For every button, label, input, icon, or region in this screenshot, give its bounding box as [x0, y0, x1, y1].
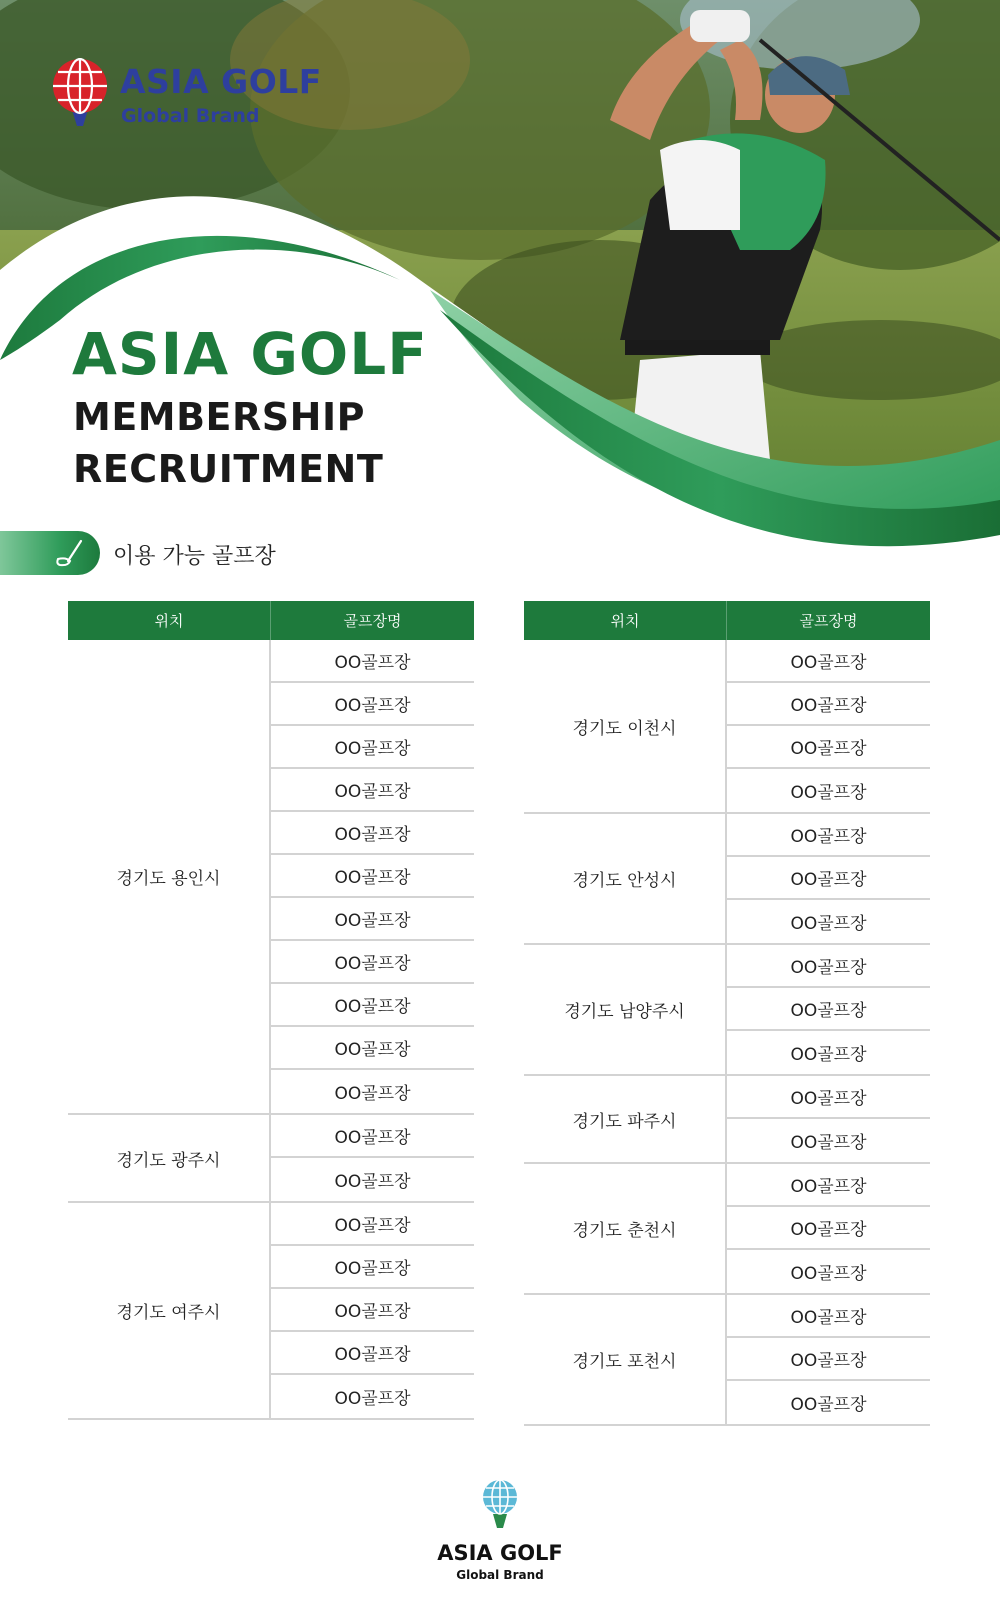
course-cell: OO골프장: [727, 683, 930, 726]
footer-brand-name: ASIA GOLF: [437, 1541, 563, 1565]
hero-subtitle-line1: MEMBERSHIP: [73, 395, 365, 439]
course-cell: OO골프장: [334, 1389, 411, 1409]
course-cell: OO골프장: [727, 1164, 930, 1207]
header-location: 위치: [524, 601, 727, 640]
location-group: [524, 640, 930, 814]
course-list: [271, 1115, 474, 1201]
course-cell: OO골프장: [727, 857, 930, 900]
table-header: [524, 601, 930, 640]
course-cell: OO골프장: [727, 945, 930, 988]
location-group: [68, 1115, 474, 1203]
course-cell: OO골프장: [271, 769, 474, 812]
course-cell: OO골프장: [334, 1172, 411, 1192]
location-group: [524, 814, 930, 945]
course-cell: OO골프장: [727, 1076, 930, 1119]
location-group: [524, 945, 930, 1076]
location-cell: 경기도 여주시: [68, 1203, 271, 1418]
globe-tee-icon: [481, 1478, 519, 1534]
course-cell: OO골프장: [271, 812, 474, 855]
course-cell: OO골프장: [790, 1133, 867, 1153]
location-group: [68, 1203, 474, 1420]
course-cell: OO골프장: [727, 1338, 930, 1381]
location-group: [524, 1164, 930, 1295]
brand-subtitle: Global Brand: [121, 105, 260, 127]
header-location: 위치: [68, 601, 271, 640]
course-list: [271, 1203, 474, 1418]
header-course: 골프장명: [343, 612, 402, 630]
table-body: [524, 640, 930, 1426]
course-cell: OO골프장: [271, 1332, 474, 1375]
course-list: [727, 945, 930, 1074]
location-cell: 경기도 용인시: [68, 640, 271, 1113]
location-cell: 경기도 파주시: [524, 1076, 727, 1162]
course-list: [727, 1076, 930, 1162]
course-cell: OO골프장: [727, 988, 930, 1031]
course-cell: OO골프장: [790, 783, 867, 803]
footer-brand-subtitle: Global Brand: [456, 1568, 544, 1582]
footer-logo[interactable]: [400, 1478, 600, 1588]
course-cell: OO골프장: [790, 914, 867, 934]
course-cell: OO골프장: [271, 941, 474, 984]
location-cell: 경기도 안성시: [524, 814, 727, 943]
course-list: [727, 1295, 930, 1424]
course-cell: OO골프장: [334, 1084, 411, 1104]
globe-tee-icon: [52, 58, 108, 138]
course-cell: OO골프장: [271, 726, 474, 769]
course-cell: OO골프장: [727, 1295, 930, 1338]
section-label: 이용 가능 골프장: [113, 544, 276, 569]
course-cell: OO골프장: [271, 1115, 474, 1158]
section-tab: [0, 531, 100, 575]
location-group: [524, 1295, 930, 1426]
location-cell: 경기도 남양주시: [524, 945, 727, 1074]
course-cell: OO골프장: [271, 1203, 474, 1246]
location-cell: 경기도 이천시: [524, 640, 727, 812]
course-cell: OO골프장: [271, 984, 474, 1027]
course-list: [727, 1164, 930, 1293]
course-cell: OO골프장: [727, 814, 930, 857]
course-cell: OO골프장: [271, 1246, 474, 1289]
course-cell: OO골프장: [727, 640, 930, 683]
hero-subtitle-line2: RECRUITMENT: [73, 447, 384, 491]
location-cell: 경기도 광주시: [68, 1115, 271, 1201]
hero-title: ASIA GOLF: [72, 320, 428, 388]
course-cell: OO골프장: [790, 1045, 867, 1065]
course-cell: OO골프장: [271, 683, 474, 726]
location-group: [68, 640, 474, 1115]
location-cell: 경기도 춘천시: [524, 1164, 727, 1293]
table-header: [68, 601, 474, 640]
course-cell: OO골프장: [271, 855, 474, 898]
course-cell: OO골프장: [271, 1289, 474, 1332]
golf-club-icon: [54, 539, 86, 569]
location-group: [524, 1076, 930, 1164]
course-cell: OO골프장: [790, 1395, 867, 1415]
course-table-right: [524, 601, 930, 1426]
brand-name: ASIA GOLF: [120, 62, 322, 101]
course-cell: OO골프장: [727, 726, 930, 769]
header-course: 골프장명: [799, 612, 858, 630]
location-cell: 경기도 포천시: [524, 1295, 727, 1424]
brand-logo[interactable]: [52, 58, 352, 138]
course-cell: OO골프장: [271, 640, 474, 683]
table-body: [68, 640, 474, 1420]
course-cell: OO골프장: [271, 898, 474, 941]
course-table-left: [68, 601, 474, 1420]
course-list: [271, 640, 474, 1113]
course-list: [727, 814, 930, 943]
course-list: [727, 640, 930, 812]
course-cell: OO골프장: [271, 1027, 474, 1070]
course-cell: OO골프장: [790, 1264, 867, 1284]
course-cell: OO골프장: [727, 1207, 930, 1250]
